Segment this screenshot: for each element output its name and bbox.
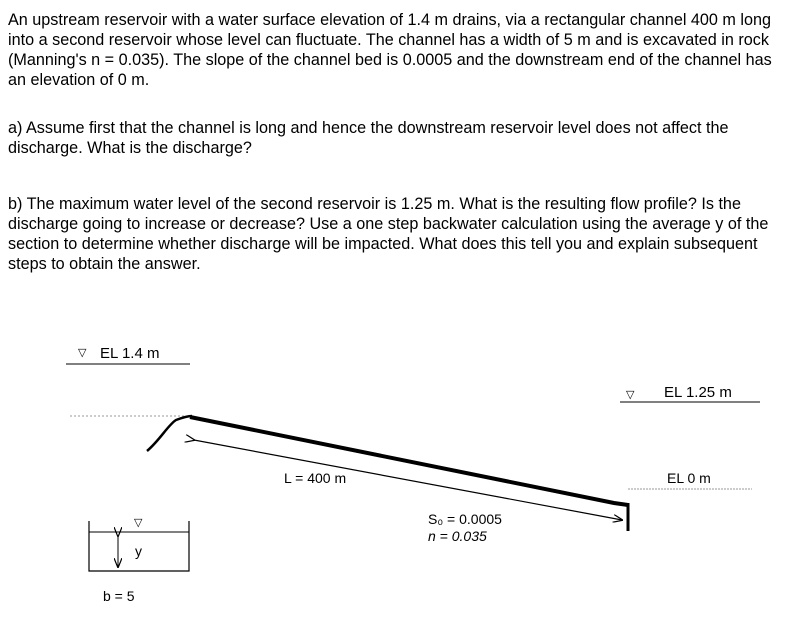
problem-part-b: b) The maximum water level of the second reservoir is 1.25 m. What is the resulting flow profile? Is the discharge going to increase or decrease? Use a one step backwater calculation using the average y of the section to determine whether discharge will be impacted. What does this tell you and explain subsequent steps to obtain the answer. <box>8 195 769 273</box>
slope-label: S₀ = 0.0005 <box>428 511 502 527</box>
water-surface-symbol-downstream: ▽ <box>626 389 635 401</box>
length-arrow <box>194 440 622 520</box>
cross-section <box>89 517 189 571</box>
drawdown-curve <box>147 416 192 451</box>
upstream-elevation-label: EL 1.4 m <box>100 345 160 362</box>
water-surface-symbol-section: ▽ <box>134 517 143 529</box>
manning-label: n = 0.035 <box>428 528 487 544</box>
problem-part-a: a) Assume first that the channel is long and hence the downstream reservoir level does not affect the discharge. What is the discharge? <box>8 119 729 157</box>
bed-elevation-label: EL 0 m <box>667 470 711 486</box>
water-surface-symbol-upstream: ▽ <box>78 347 87 359</box>
channel-bed <box>190 417 628 505</box>
width-label: b = 5 <box>103 588 135 604</box>
downstream-elevation-label: EL 1.25 m <box>664 384 732 401</box>
length-label: L = 400 m <box>284 470 347 486</box>
problem-intro: An upstream reservoir with a water surface elevation of 1.4 m drains, via a rectangular channel 400 m long into a second reservoir whose level can fluctuate. The channel has a width of 5 m and is excavated in rock (Manning's n = 0.035). The slope of the channel bed is 0.0005 and the downstream end of the channel has an elevation of 0 m. <box>8 11 772 89</box>
depth-label: y <box>135 543 142 559</box>
